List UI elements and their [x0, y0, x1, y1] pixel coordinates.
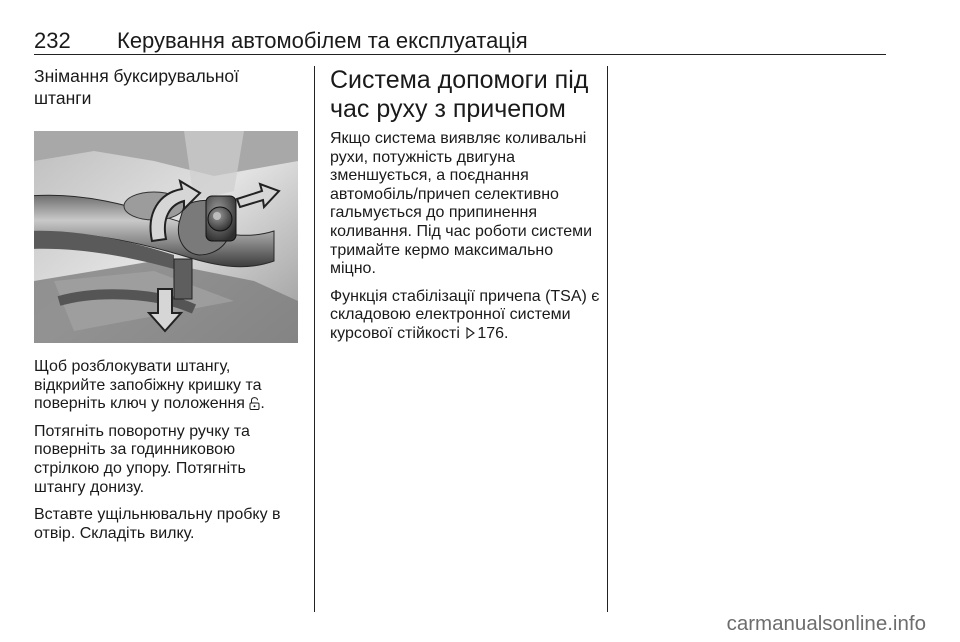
towbar-illustration	[34, 131, 298, 343]
paragraph-unlock-text: Щоб розблокувати штангу, відкрийте запобіжну кришку та поверніть ключ у положення	[34, 358, 262, 413]
paragraph-unlock	[34, 358, 300, 414]
paragraph-insert-plug: Вставте ущільнювальну пробку в отвір. Складіть вилку.	[34, 506, 281, 542]
section-title: Система допомоги під час руху з причепом	[330, 66, 589, 123]
column-divider-right	[607, 66, 608, 612]
right-column	[330, 66, 600, 353]
paragraph-pull-knob: Потягніть поворотну ручку та поверніть за годинниковою стрілкою до упору. Потягніть штангу донизу.	[34, 422, 250, 496]
paragraph-unlock-end: .	[260, 395, 265, 413]
page-number: 232	[34, 28, 71, 53]
paragraph-sway-detection: Якщо система виявляє коливальні рухи, потужність двигуна зменшується, а поєднання автомобіль/причеп селективно гальмується до припинення коливання. Під час роботи системи тримайте кермо максимально міцно.	[330, 130, 593, 278]
header-rule	[34, 54, 886, 55]
running-title: Керування автомобілем та експлуатація	[117, 28, 528, 53]
page-reference-link[interactable]: 176.	[477, 324, 509, 342]
triangle-reference-icon	[466, 326, 475, 338]
paragraph-tsa-text: Функція стабілізації причепа (TSA) є складовою електронної системи курсової стійкості	[330, 287, 600, 342]
left-column	[34, 65, 300, 552]
column-divider-left	[314, 66, 315, 612]
paragraph-tsa	[330, 288, 600, 344]
towbar-illustration-drawing	[34, 131, 298, 343]
subheading: Знімання буксирувальної штанги	[34, 66, 240, 108]
unlocked-padlock-icon	[249, 397, 260, 410]
watermark: carmanualsonline.info	[726, 612, 926, 635]
